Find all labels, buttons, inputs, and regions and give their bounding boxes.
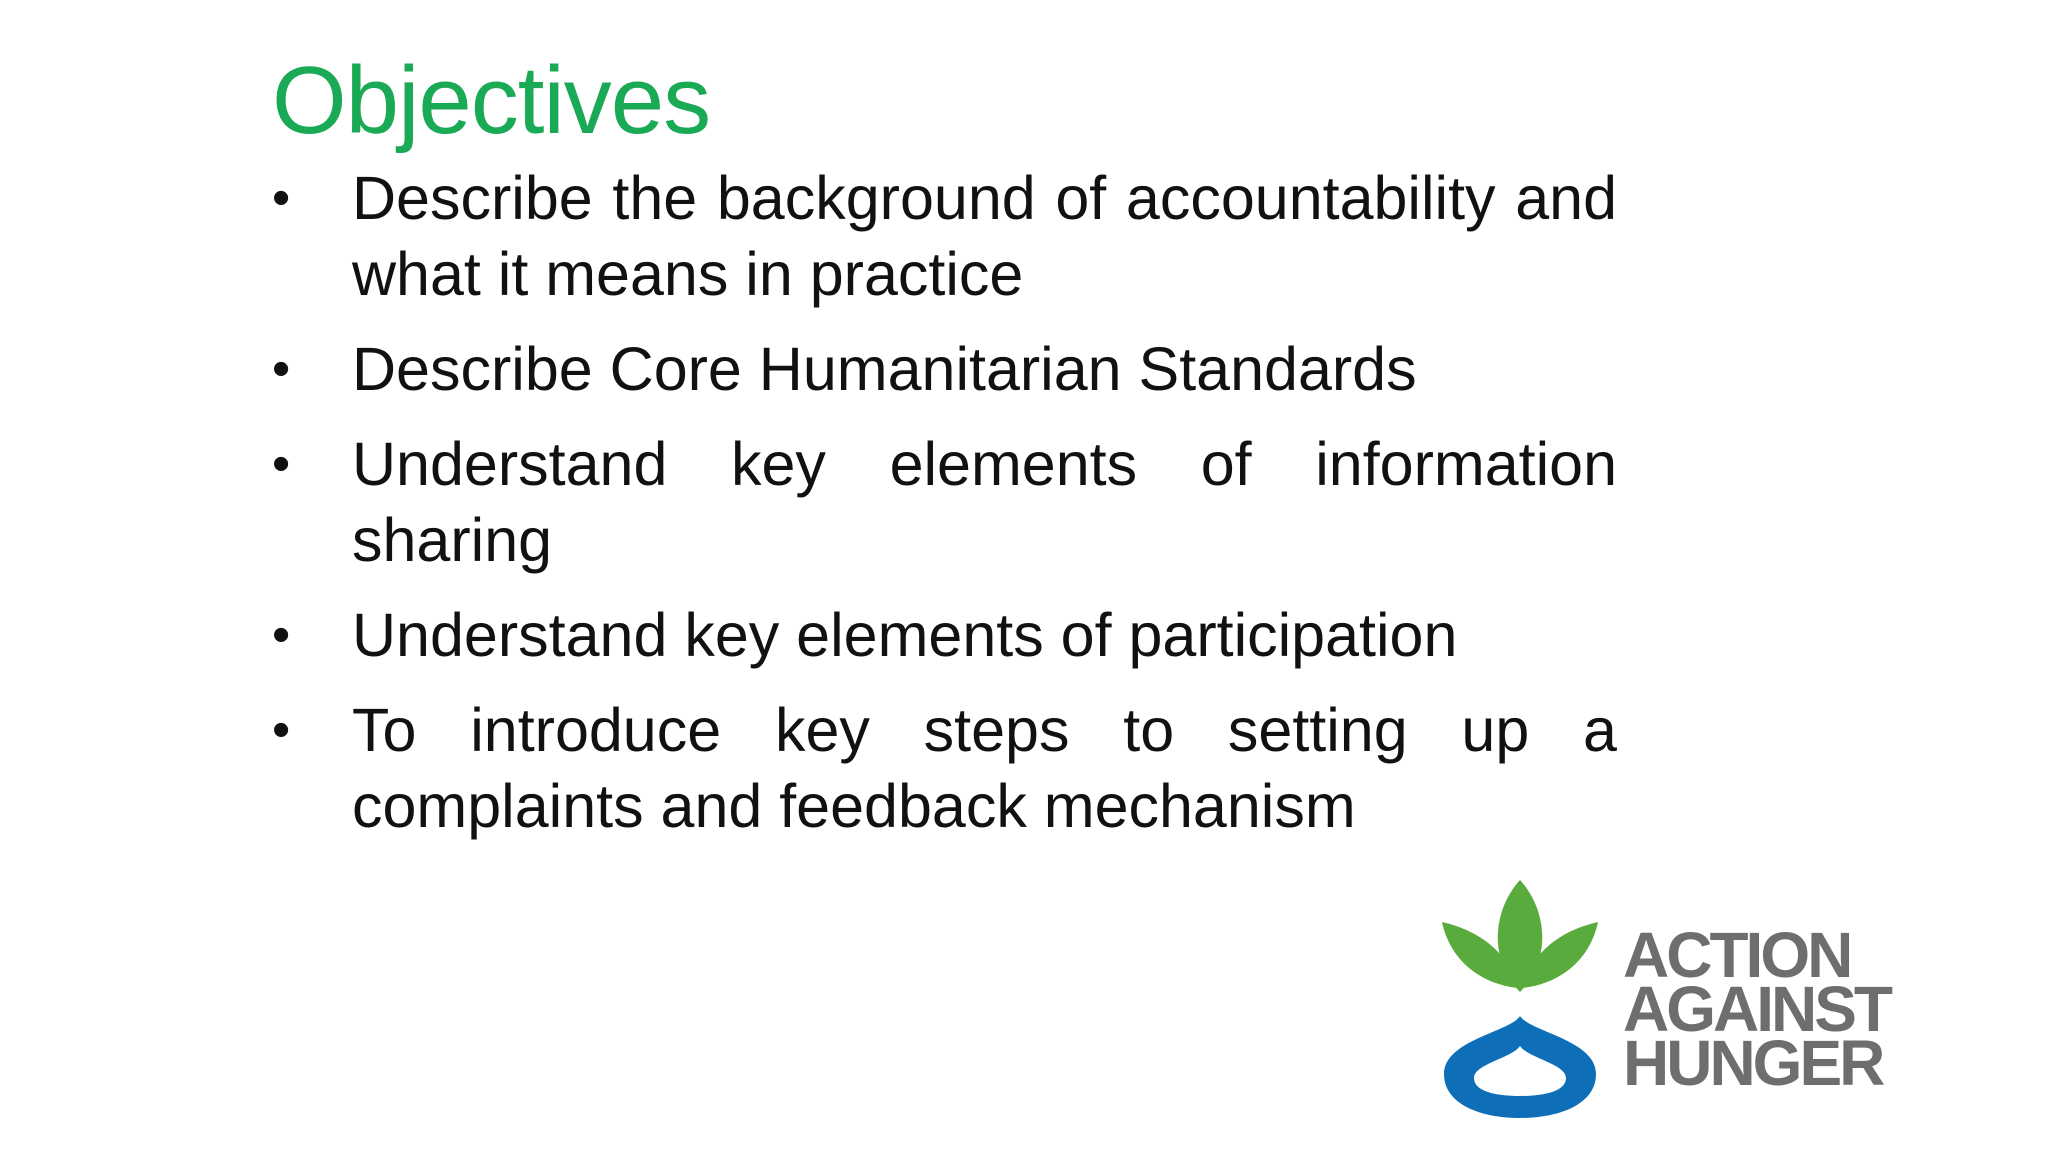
drop-ring <box>1444 1016 1596 1118</box>
bullet-icon: • <box>272 701 291 759</box>
bullet-icon: • <box>272 340 291 398</box>
bullet-icon: • <box>272 606 291 664</box>
bullet-text: Describe the background of accountability and what it means in practice <box>352 164 1617 308</box>
bullet-text: Describe Core Humanitarian Standards <box>352 335 1417 403</box>
list-item <box>272 160 1617 312</box>
bullet-text: To introduce key steps to setting up a complaints and feedback mechanism <box>352 696 1617 840</box>
logo-wordmark <box>1623 919 1890 1099</box>
action-against-hunger-logo <box>1440 880 1970 1120</box>
objectives-list <box>272 160 1617 863</box>
bullet-icon: • <box>272 435 291 493</box>
list-item <box>272 331 1617 407</box>
list-item <box>272 597 1617 673</box>
list-item <box>272 692 1617 844</box>
logo-line: ACTION <box>1623 919 1851 991</box>
slide-title: Objectives <box>272 47 711 154</box>
bullet-icon: • <box>272 169 291 227</box>
sprout-drop-logo-icon <box>1440 880 1600 1120</box>
list-item <box>272 426 1617 578</box>
logo-line: AGAINST <box>1623 973 1890 1045</box>
bullet-text: Understand key elements of information sharing <box>352 430 1617 574</box>
bullet-text: Understand key elements of participation <box>352 601 1458 669</box>
logo-line: HUNGER <box>1623 1027 1883 1099</box>
